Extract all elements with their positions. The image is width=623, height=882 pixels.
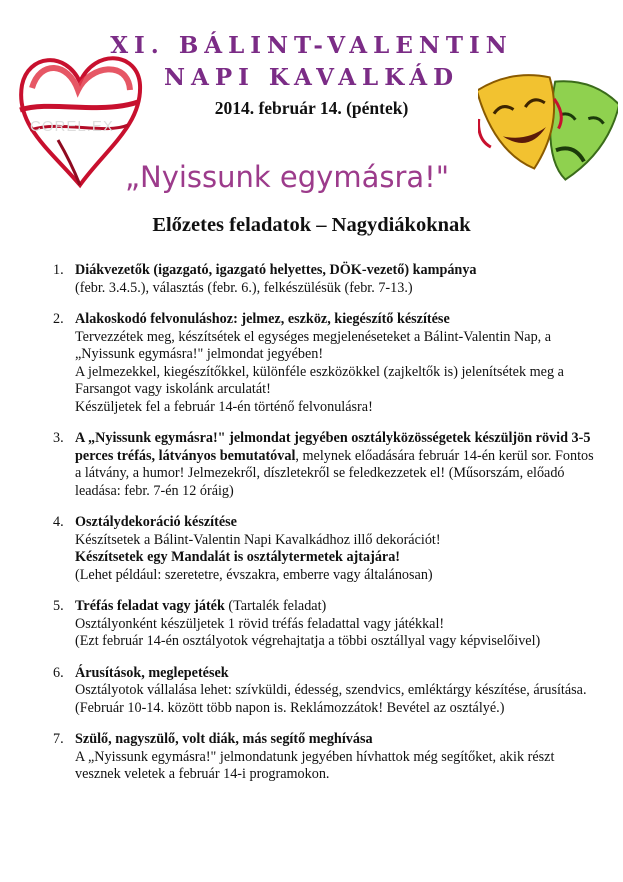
task-text: (Lehet például: szeretetre, évszakra, emberre vagy általánosan)	[75, 566, 433, 583]
task-text: Tervezzétek meg, készítsétek el egységes megjelenéseteket a Bálint-Valentin Nap, a „Nyissunk egymásra!" jelmondat jegyében!	[75, 328, 552, 362]
event-title-line1: XI. BÁLINT-VALENTIN	[110, 32, 513, 59]
motto: „Nyissunk egymásra!"	[125, 160, 450, 194]
task-number: 4.	[53, 514, 64, 530]
task-number: 7.	[53, 731, 64, 747]
task-item-6	[53, 664, 595, 718]
task-number: 3.	[53, 430, 64, 446]
event-title-line2: NAPI KAVALKÁD	[163, 64, 460, 91]
task-item-3	[53, 430, 595, 500]
task-text: (febr. 3.4.5.), választás (febr. 6.), felkészülésük (febr. 7-13.)	[75, 279, 413, 296]
task-number: 1.	[53, 262, 64, 278]
task-number: 2.	[53, 311, 64, 327]
task-number: 6.	[53, 664, 64, 681]
page-subtitle: Előzetes feladatok – Nagydiákoknak	[152, 214, 471, 236]
task-item-2	[53, 311, 595, 416]
task-text: Osztályonként készüljetek 1 rövid tréfás feladattal vagy játékkal!	[75, 615, 445, 632]
task-item-1	[53, 262, 595, 297]
task-text: Osztályotok vállalása lehet: szívküldi, édesség, szendvics, emléktárgy készítése, árusítása. (Február 10-14. között több napon is. Reklámozzátok! Bevétel az osztályé.)	[75, 682, 587, 716]
task-heading: Szülő, nagyszülő, volt diák, más segítő meghívása	[75, 731, 373, 747]
task-text: A jelmezekkel, kiegészítőkkel, különféle eszközökkel (zajkeltők is) jelenítsétek meg a Farsangot vagy iskolánk arculatát!	[75, 363, 564, 397]
task-heading: A „Nyissunk egymásra!" jelmondat jegyében osztályközösségetek készüljön rövid 3-5 perces tréfás, látványos bemutatóval	[75, 430, 591, 464]
task-list	[53, 262, 595, 798]
task-number: 5.	[53, 598, 64, 614]
task-heading: Alakoskodó felvonuláshoz: jelmez, eszköz, kiegészítő készítése	[75, 311, 450, 327]
task-item-7	[53, 731, 595, 784]
task-text: Készítsetek a Bálint-Valentin Napi Kavalkádhoz illő dekorációt!	[75, 531, 441, 548]
task-text: , melynek előadására február 14-én kerül sor. Fontos a látvány, a humor! Jelmezekről, díszletekről se feledkezzetek el! (Műsorszám, előadó leadása: febr. 7-én 12 óráig)	[75, 447, 594, 499]
event-date: 2014. február 14. (péntek)	[214, 98, 409, 118]
task-heading: Tréfás feladat vagy játék	[75, 598, 225, 614]
task-item-4	[53, 514, 595, 584]
task-bold-text: Készítsetek egy Mandalát is osztálytermetek ajtajára!	[75, 549, 401, 565]
task-text: Készüljetek fel a február 14-én történő felvonulásra!	[75, 398, 373, 415]
task-heading: Árusítások, meglepetések	[75, 664, 229, 681]
watermark-text: COREL.EX	[30, 118, 114, 135]
task-text: (Ezt február 14-én osztályotok végrehajtatja a többi osztállyal vagy képviselőivel)	[75, 633, 541, 649]
task-heading: Osztálydekoráció készítése	[75, 514, 237, 530]
task-text: A „Nyissunk egymásra!" jelmondatunk jegyében hívhattok még segítőket, akik részt vesznek veletek a február 14-i programokon.	[75, 748, 555, 782]
task-heading-suffix: (Tartalék feladat)	[224, 598, 327, 614]
task-item-5	[53, 598, 595, 651]
task-heading: Diákvezetők (igazgató, igazgató helyettes, DÖK-vezető) kampánya	[75, 262, 477, 278]
